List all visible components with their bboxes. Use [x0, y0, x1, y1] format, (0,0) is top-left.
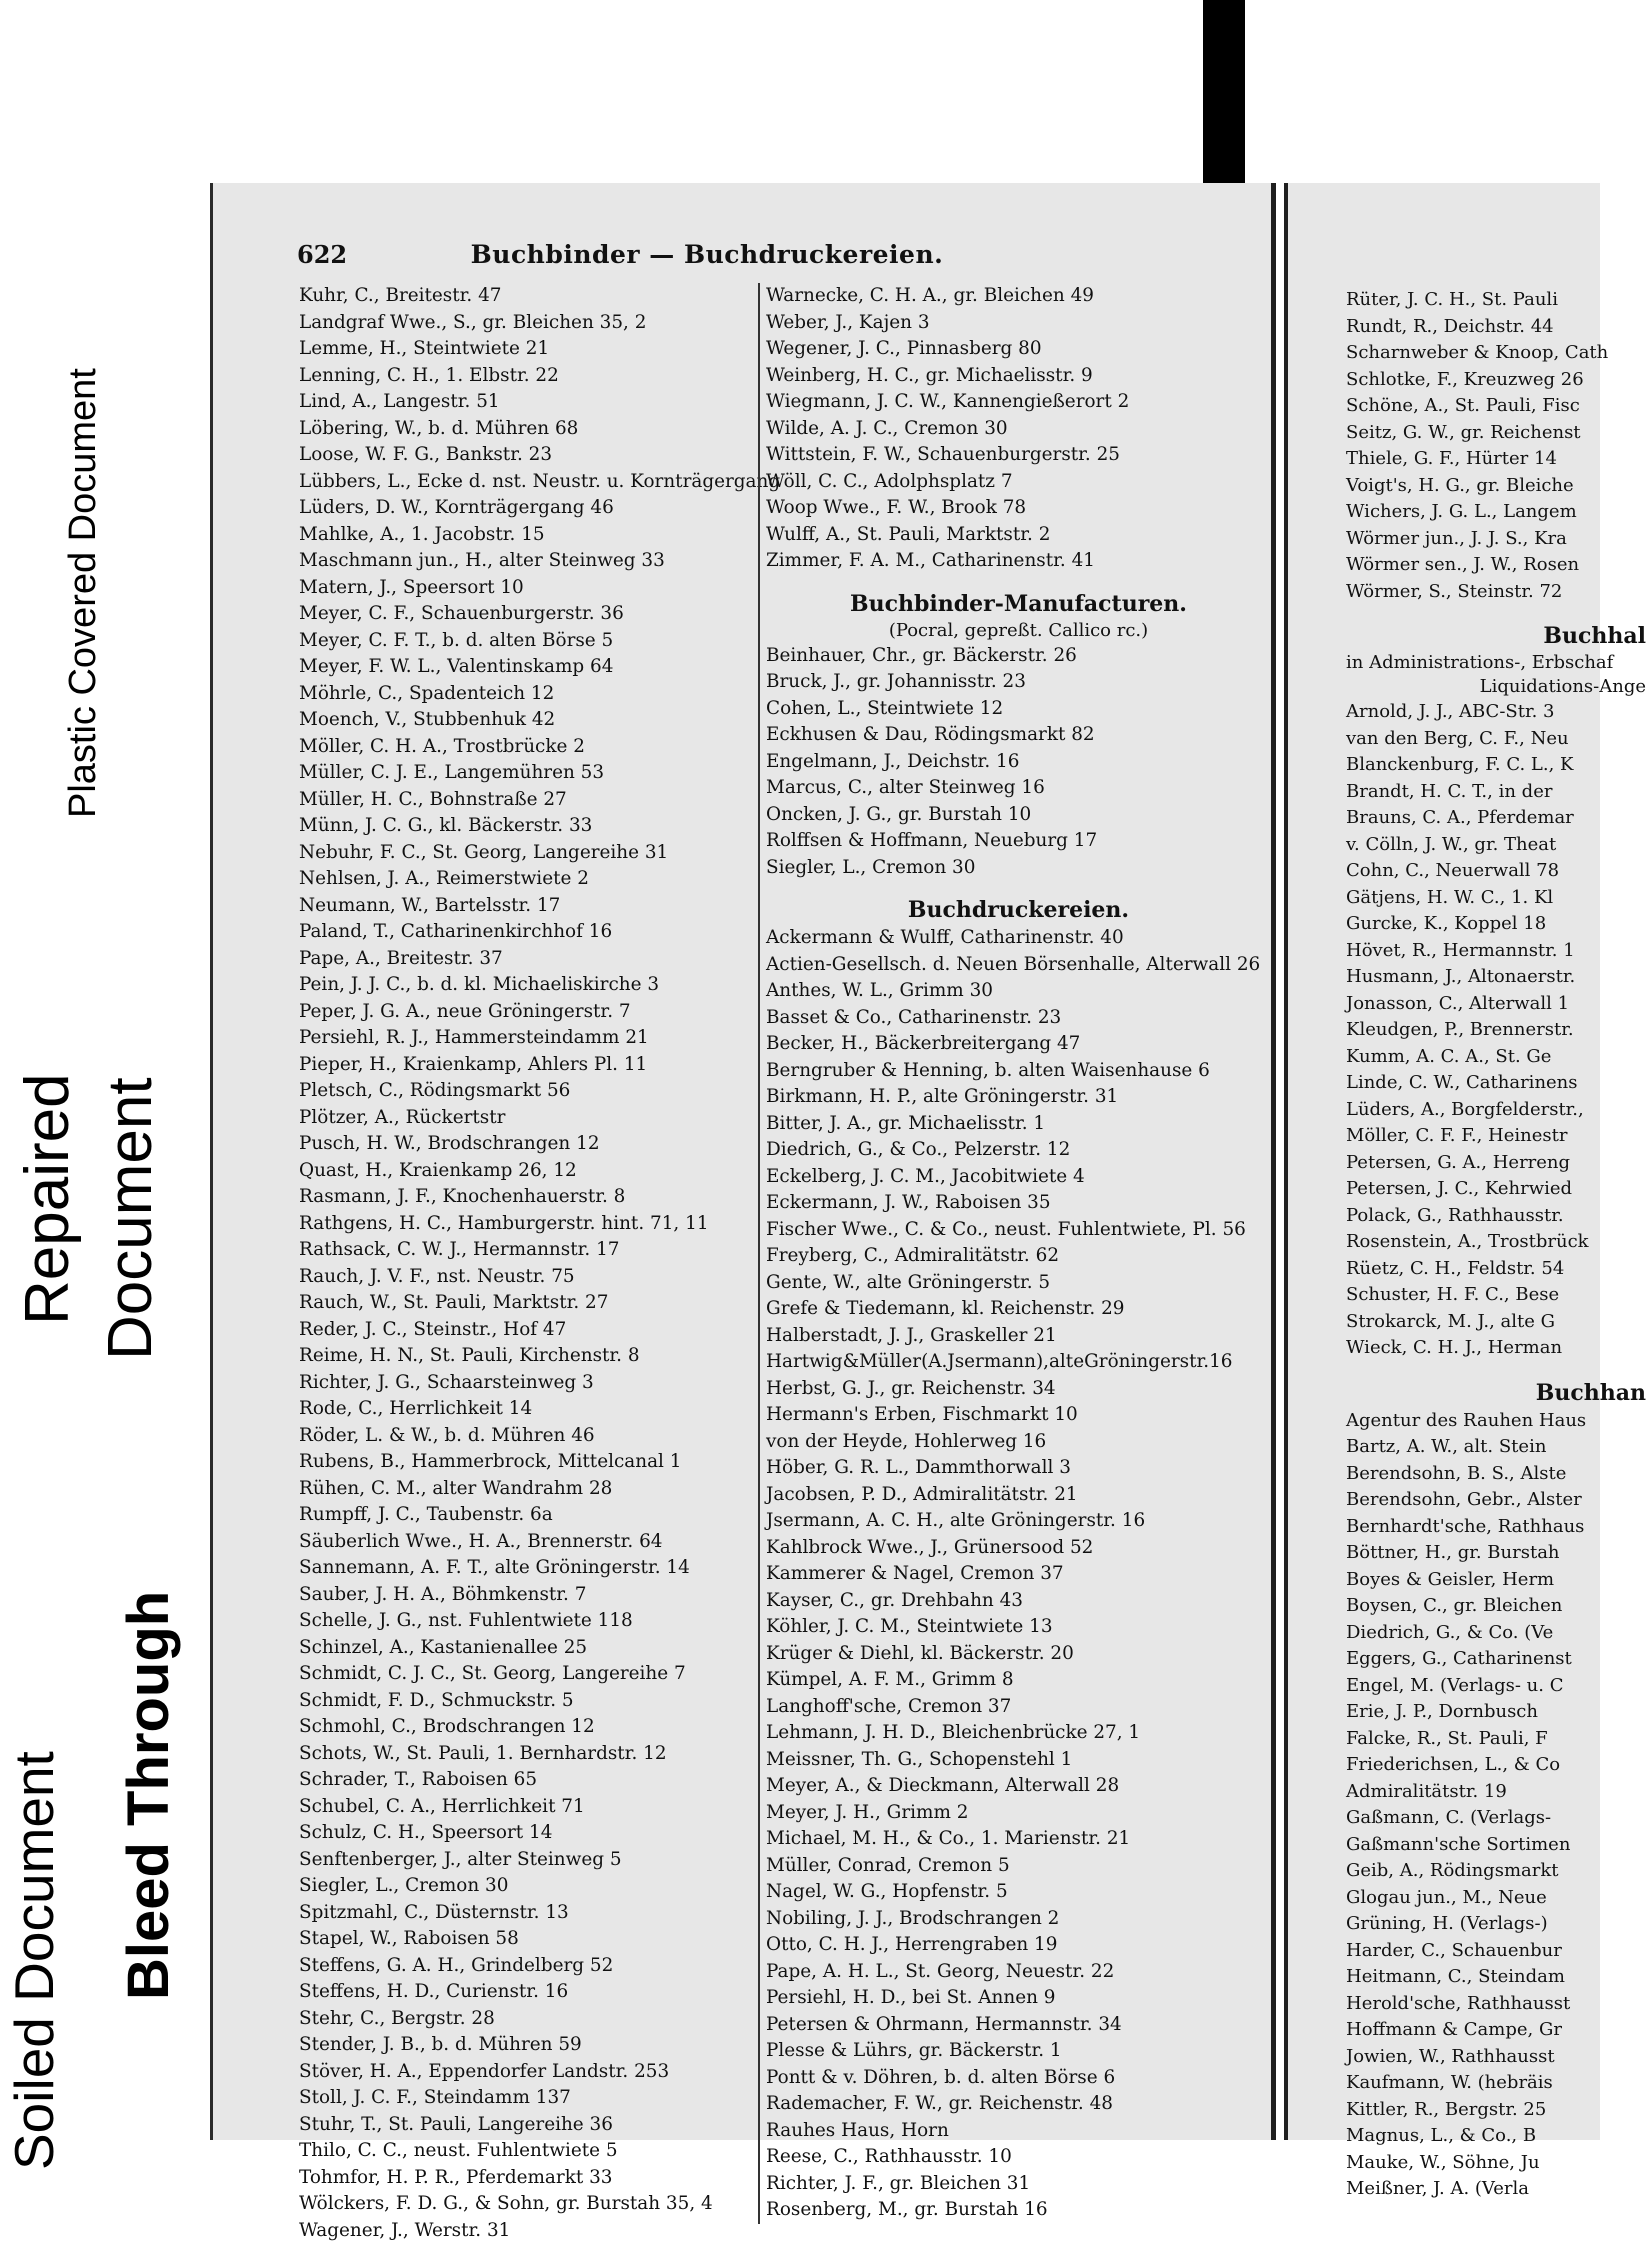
directory-entry: Weber, J., Kajen 3	[766, 310, 1271, 337]
directory-entry: Meyer, C. F., Schauenburgerstr. 36	[299, 601, 754, 628]
directory-entry: Wieck, C. H. J., Herman	[1346, 1335, 1646, 1362]
directory-entry: Maschmann jun., H., alter Steinweg 33	[299, 548, 754, 575]
directory-entry: Kuhr, C., Breitestr. 47	[299, 283, 754, 310]
section-heading-manufacturen: Buchbinder-Manufacturen.	[766, 589, 1271, 619]
directory-entry: Woop Wwe., F. W., Brook 78	[766, 495, 1271, 522]
right-list-1	[1346, 699, 1646, 1362]
directory-entry: Thilo, C. C., neust. Fuhlentwiete 5	[299, 2138, 754, 2165]
directory-entry: Müller, C. J. E., Langemühren 53	[299, 760, 754, 787]
page-number: 622	[297, 240, 347, 269]
directory-entry: Kümpel, A. F. M., Grimm 8	[766, 1667, 1271, 1694]
directory-entry: Möller, C. F. F., Heinestr	[1346, 1123, 1646, 1150]
directory-entry: Petersen & Ohrmann, Hermannstr. 34	[766, 2012, 1271, 2039]
directory-entry: Pein, J. J. C., b. d. kl. Michaeliskirche 3	[299, 972, 754, 999]
directory-entry: Cohn, C., Neuerwall 78	[1346, 858, 1646, 885]
directory-entry: Schubel, C. A., Herrlichkeit 71	[299, 1794, 754, 1821]
directory-entry: Beinhauer, Chr., gr. Bäckerstr. 26	[766, 643, 1271, 670]
directory-entry: Reder, J. C., Steinstr., Hof 47	[299, 1317, 754, 1344]
directory-entry: Mauke, W., Söhne, Ju	[1346, 2150, 1646, 2177]
label-repaired: Repaired	[12, 1073, 83, 1325]
directory-entry: Seitz, G. W., gr. Reichenst	[1346, 420, 1646, 447]
directory-entry: Warnecke, C. H. A., gr. Bleichen 49	[766, 283, 1271, 310]
directory-entry: Lehmann, J. H. D., Bleichenbrücke 27, 1	[766, 1720, 1271, 1747]
directory-entry: Eckhusen & Dau, Rödingsmarkt 82	[766, 722, 1271, 749]
directory-entry: Pape, A., Breitestr. 37	[299, 946, 754, 973]
directory-entry: Bruck, J., gr. Johannisstr. 23	[766, 669, 1271, 696]
directory-entry: Jsermann, A. C. H., alte Gröningerstr. 16	[766, 1508, 1271, 1535]
directory-entry: Bernhardt'sche, Rathhaus	[1346, 1514, 1646, 1541]
directory-entry: Nehlsen, J. A., Reimerstwiete 2	[299, 866, 754, 893]
directory-entry: Meissner, Th. G., Schopenstehl 1	[766, 1747, 1271, 1774]
directory-entry: Pontt & v. Döhren, b. d. alten Börse 6	[766, 2065, 1271, 2092]
directory-entry: Schöne, A., St. Pauli, Fisc	[1346, 393, 1646, 420]
directory-entry: Actien-Gesellsch. d. Neuen Börsenhalle, Alterwall 26	[766, 952, 1271, 979]
directory-entry: Nobiling, J. J., Brodschrangen 2	[766, 1906, 1271, 1933]
directory-entry: Engelmann, J., Deichstr. 16	[766, 749, 1271, 776]
directory-entry: Jowien, W., Rathhausst	[1346, 2044, 1646, 2071]
directory-entry: Löbering, W., b. d. Mühren 68	[299, 416, 754, 443]
directory-entry: Hermann's Erben, Fischmarkt 10	[766, 1402, 1271, 1429]
directory-entry: Plötzer, A., Rückertstr	[299, 1105, 754, 1132]
directory-entry: Säuberlich Wwe., H. A., Brennerstr. 64	[299, 1529, 754, 1556]
label-soiled: Soiled Document	[2, 1751, 66, 2170]
directory-entry: Gaßmann, C. (Verlags-	[1346, 1805, 1646, 1832]
directory-entry: Schinzel, A., Kastanienallee 25	[299, 1635, 754, 1662]
directory-entry: Kahlbrock Wwe., J., Grünersood 52	[766, 1535, 1271, 1562]
directory-entry: Husmann, J., Altonaerstr.	[1346, 964, 1646, 991]
directory-entry: Rüter, J. C. H., St. Pauli	[1346, 287, 1646, 314]
directory-entry: Müller, Conrad, Cremon 5	[766, 1853, 1271, 1880]
directory-entry: Steffens, G. A. H., Grindelberg 52	[299, 1953, 754, 1980]
directory-entry: Wörmer, S., Steinstr. 72	[1346, 579, 1646, 606]
directory-entry: Petersen, G. A., Herreng	[1346, 1150, 1646, 1177]
directory-entry: Diedrich, G., & Co. (Ve	[1346, 1620, 1646, 1647]
right-section-subheading-2: Liquidations-Ange	[1346, 675, 1646, 699]
directory-entry: Tohmfor, H. P. R., Pferdemarkt 33	[299, 2165, 754, 2192]
directory-entry: Stehr, C., Bergstr. 28	[299, 2006, 754, 2033]
directory-entry: Steffens, H. D., Curienstr. 16	[299, 1979, 754, 2006]
directory-entry: Blanckenburg, F. C. L., K	[1346, 752, 1646, 779]
directory-entry: Münn, J. C. G., kl. Bäckerstr. 33	[299, 813, 754, 840]
directory-entry: Rasmann, J. F., Knochenhauerstr. 8	[299, 1184, 754, 1211]
directory-entry: Glogau jun., M., Neue	[1346, 1885, 1646, 1912]
directory-entry: Bartz, A. W., alt. Stein	[1346, 1434, 1646, 1461]
directory-entry: Falcke, R., St. Pauli, F	[1346, 1726, 1646, 1753]
directory-entry: Diedrich, G., & Co., Pelzerstr. 12	[766, 1137, 1271, 1164]
directory-entry: Anthes, W. L., Grimm 30	[766, 978, 1271, 1005]
directory-entry: Pape, A. H. L., St. Georg, Neuestr. 22	[766, 1959, 1271, 1986]
directory-entry: Meyer, A., & Dieckmann, Alterwall 28	[766, 1773, 1271, 1800]
directory-entry: Spitzmahl, C., Düsternstr. 13	[299, 1900, 754, 1927]
directory-entry: Hartwig&Müller(A.Jsermann),alteGröningerstr.16	[766, 1349, 1271, 1376]
directory-entry: Plesse & Lührs, gr. Bäckerstr. 1	[766, 2038, 1271, 2065]
directory-entry: Boyes & Geisler, Herm	[1346, 1567, 1646, 1594]
directory-entry: Schmohl, C., Brodschrangen 12	[299, 1714, 754, 1741]
directory-entry: Stöver, H. A., Eppendorfer Landstr. 253	[299, 2059, 754, 2086]
directory-entry: Gente, W., alte Gröningerstr. 5	[766, 1270, 1271, 1297]
directory-entry: Sannemann, A. F. T., alte Gröningerstr. 14	[299, 1555, 754, 1582]
right-section-heading-1: Buchhal	[1346, 621, 1646, 651]
directory-entry: Persiehl, R. J., Hammersteindamm 21	[299, 1025, 754, 1052]
directory-entry: Wöll, C. C., Adolphsplatz 7	[766, 469, 1271, 496]
directory-entry: Thiele, G. F., Hürter 14	[1346, 446, 1646, 473]
directory-entry: Bitter, J. A., gr. Michaelisstr. 1	[766, 1111, 1271, 1138]
directory-entry: Herold'sche, Rathhausst	[1346, 1991, 1646, 2018]
directory-entry: Mahlke, A., 1. Jacobstr. 15	[299, 522, 754, 549]
directory-entry: Sauber, J. H. A., Böhmkenstr. 7	[299, 1582, 754, 1609]
directory-entry: Pusch, H. W., Brodschrangen 12	[299, 1131, 754, 1158]
directory-entry: Rosenstein, A., Trostbrück	[1346, 1229, 1646, 1256]
directory-entry: Lemme, H., Steintwiete 21	[299, 336, 754, 363]
directory-entry: Pletsch, C., Rödingsmarkt 56	[299, 1078, 754, 1105]
directory-entry: Gurcke, K., Koppel 18	[1346, 911, 1646, 938]
directory-entry: Langhoff'sche, Cremon 37	[766, 1694, 1271, 1721]
directory-entry: Wörmer sen., J. W., Rosen	[1346, 552, 1646, 579]
directory-entry: Berendsohn, B. S., Alste	[1346, 1461, 1646, 1488]
label-plastic-covered: Plastic Covered Document	[62, 368, 105, 818]
directory-entry: Peper, J. G. A., neue Gröningerstr. 7	[299, 999, 754, 1026]
directory-entry: Kumm, A. C. A., St. Ge	[1346, 1044, 1646, 1071]
directory-entry: Schmidt, C. J. C., St. Georg, Langereihe 7	[299, 1661, 754, 1688]
directory-entry: Grefe & Tiedemann, kl. Reichenstr. 29	[766, 1296, 1271, 1323]
directory-entry: Agentur des Rauhen Haus	[1346, 1408, 1646, 1435]
directory-page-right	[1284, 183, 1600, 2140]
directory-entry: Voigt's, H. G., gr. Bleiche	[1346, 473, 1646, 500]
directory-entry: Engel, M. (Verlags- u. C	[1346, 1673, 1646, 1700]
directory-entry: Berngruber & Henning, b. alten Waisenhause 6	[766, 1058, 1271, 1085]
directory-entry: Schots, W., St. Pauli, 1. Bernhardstr. 12	[299, 1741, 754, 1768]
directory-entry: Höber, G. R. L., Dammthorwall 3	[766, 1455, 1271, 1482]
directory-entry: Birkmann, H. P., alte Gröningerstr. 31	[766, 1084, 1271, 1111]
directory-entry: Wilde, A. J. C., Cremon 30	[766, 416, 1271, 443]
directory-entry: Jonasson, C., Alterwall 1	[1346, 991, 1646, 1018]
directory-entry: Admiralitätstr. 19	[1346, 1779, 1646, 1806]
directory-entry: Köhler, J. C. M., Steintwiete 13	[766, 1614, 1271, 1641]
directory-entry: Schulz, C. H., Speersort 14	[299, 1820, 754, 1847]
directory-entry: Paland, T., Catharinenkirchhof 16	[299, 919, 754, 946]
directory-entry: Rundt, R., Deichstr. 44	[1346, 314, 1646, 341]
directory-entry: Reese, C., Rathhausstr. 10	[766, 2144, 1271, 2171]
directory-entry: Kleudgen, P., Brennerstr.	[1346, 1017, 1646, 1044]
directory-entry: Röder, L. & W., b. d. Mühren 46	[299, 1423, 754, 1450]
directory-entry: Siegler, L., Cremon 30	[299, 1873, 754, 1900]
directory-entry: Gätjens, H. W. C., 1. Kl	[1346, 885, 1646, 912]
directory-entry: Möhrle, C., Spadenteich 12	[299, 681, 754, 708]
directory-entry: Rumpff, J. C., Taubenstr. 6a	[299, 1502, 754, 1529]
directory-entry: Richter, J. F., gr. Bleichen 31	[766, 2171, 1271, 2198]
directory-entry: Herbst, G. J., gr. Reichenstr. 34	[766, 1376, 1271, 1403]
directory-entry: Lüders, A., Borgfelderstr.,	[1346, 1097, 1646, 1124]
right-section-heading-2: Buchhan	[1346, 1378, 1646, 1408]
directory-page-left	[210, 183, 1276, 2140]
right-section-subheading-1: in Administrations-, Erbschaf	[1346, 651, 1646, 675]
section-heading-buchdruckereien: Buchdruckereien.	[766, 895, 1271, 925]
directory-entry: Gaßmann'sche Sortimen	[1346, 1832, 1646, 1859]
directory-entry: Zimmer, F. A. M., Catharinenstr. 41	[766, 548, 1271, 575]
directory-entry: Berendsohn, Gebr., Alster	[1346, 1487, 1646, 1514]
page-title: Buchbinder — Buchdruckereien.	[297, 240, 1117, 269]
directory-entry: Rühen, C. M., alter Wandrahm 28	[299, 1476, 754, 1503]
right-list-2	[1346, 1408, 1646, 2203]
directory-entry: Wichers, J. G. L., Langem	[1346, 499, 1646, 526]
directory-entry: Rosenberg, M., gr. Burstah 16	[766, 2197, 1271, 2224]
directory-entry: Stapel, W., Raboisen 58	[299, 1926, 754, 1953]
directory-entry: Rode, C., Herrlichkeit 14	[299, 1396, 754, 1423]
directory-entry: Moench, V., Stubbenhuk 42	[299, 707, 754, 734]
directory-entry: Jacobsen, P. D., Admiralitätstr. 21	[766, 1482, 1271, 1509]
directory-entry: Eckermann, J. W., Raboisen 35	[766, 1190, 1271, 1217]
directory-entry: Erie, J. P., Dornbusch	[1346, 1699, 1646, 1726]
directory-entry: Böttner, H., gr. Burstah	[1346, 1540, 1646, 1567]
directory-entry: Rathgens, H. C., Hamburgerstr. hint. 71, 11	[299, 1211, 754, 1238]
directory-entry: Wittstein, F. W., Schauenburgerstr. 25	[766, 442, 1271, 469]
directory-entry: Eckelberg, J. C. M., Jacobitwiete 4	[766, 1164, 1271, 1191]
directory-entry: Marcus, C., alter Steinweg 16	[766, 775, 1271, 802]
directory-entry: Schlotke, F., Kreuzweg 26	[1346, 367, 1646, 394]
directory-entry: Rauch, J. V. F., nst. Neustr. 75	[299, 1264, 754, 1291]
directory-entry: Otto, C. H. J., Herrengraben 19	[766, 1932, 1271, 1959]
scan-edge-bar	[1203, 0, 1245, 190]
directory-entry: Boysen, C., gr. Bleichen	[1346, 1593, 1646, 1620]
directory-entry: Wegener, J. C., Pinnasberg 80	[766, 336, 1271, 363]
column-2	[758, 283, 1271, 2224]
directory-entry: Geib, A., Rödingsmarkt	[1346, 1858, 1646, 1885]
right-column	[1346, 287, 1646, 2203]
directory-entry: Grüning, H. (Verlags-)	[1346, 1911, 1646, 1938]
directory-entry: Meyer, C. F. T., b. d. alten Börse 5	[299, 628, 754, 655]
directory-entry: Krüger & Diehl, kl. Bäckerstr. 20	[766, 1641, 1271, 1668]
directory-entry: Heitmann, C., Steindam	[1346, 1964, 1646, 1991]
label-repaired-document: Document	[95, 1077, 166, 1360]
directory-entry: Friederichsen, L., & Co	[1346, 1752, 1646, 1779]
directory-entry: Schmidt, F. D., Schmuckstr. 5	[299, 1688, 754, 1715]
directory-entry: Richter, J. G., Schaarsteinweg 3	[299, 1370, 754, 1397]
directory-entry: Harder, C., Schauenbur	[1346, 1938, 1646, 1965]
directory-entry: Meyer, J. H., Grimm 2	[766, 1800, 1271, 1827]
directory-entry: Michael, M. H., & Co., 1. Marienstr. 21	[766, 1826, 1271, 1853]
directory-entry: Wölckers, F. D. G., & Sohn, gr. Burstah 35, 4	[299, 2191, 754, 2218]
directory-entry: Strokarck, M. J., alte G	[1346, 1309, 1646, 1336]
directory-entry: Brauns, C. A., Pferdemar	[1346, 805, 1646, 832]
list-manufacturen	[766, 643, 1271, 882]
directory-entry: van den Berg, C. F., Neu	[1346, 726, 1646, 753]
directory-entry: Nebuhr, F. C., St. Georg, Langereihe 31	[299, 840, 754, 867]
directory-entry: Cohen, L., Steintwiete 12	[766, 696, 1271, 723]
directory-entry: Hövet, R., Hermannstr. 1	[1346, 938, 1646, 965]
directory-entry: Wiegmann, J. C. W., Kannengießerort 2	[766, 389, 1271, 416]
directory-entry: Arnold, J. J., ABC-Str. 3	[1346, 699, 1646, 726]
directory-entry: Halberstadt, J. J., Graskeller 21	[766, 1323, 1271, 1350]
directory-entry: Rubens, B., Hammerbrock, Mittelcanal 1	[299, 1449, 754, 1476]
directory-entry: Nagel, W. G., Hopfenstr. 5	[766, 1879, 1271, 1906]
directory-entry: Meißner, J. A. (Verla	[1346, 2176, 1646, 2203]
directory-entry: Rolffsen & Hoffmann, Neueburg 17	[766, 828, 1271, 855]
directory-entry: Reime, H. N., St. Pauli, Kirchenstr. 8	[299, 1343, 754, 1370]
directory-entry: Petersen, J. C., Kehrwied	[1346, 1176, 1646, 1203]
directory-entry: Eggers, G., Catharinenst	[1346, 1646, 1646, 1673]
directory-entry: Rademacher, F. W., gr. Reichenstr. 48	[766, 2091, 1271, 2118]
directory-entry: Schuster, H. F. C., Bese	[1346, 1282, 1646, 1309]
section-subheading: (Pocral, gepreßt. Callico rc.)	[766, 619, 1271, 643]
directory-entry: Rüetz, C. H., Feldstr. 54	[1346, 1256, 1646, 1283]
directory-entry: Möller, C. H. A., Trostbrücke 2	[299, 734, 754, 761]
label-bleed-through: Bleed Through	[115, 1591, 182, 2000]
right-list-top	[1346, 287, 1646, 605]
directory-entry: Stender, J. B., b. d. Mühren 59	[299, 2032, 754, 2059]
list-buchdruckereien	[766, 925, 1271, 2224]
directory-entry: Senftenberger, J., alter Steinweg 5	[299, 1847, 754, 1874]
directory-entry: Wagener, J., Werstr. 31	[299, 2218, 754, 2244]
directory-entry: Landgraf Wwe., S., gr. Bleichen 35, 2	[299, 310, 754, 337]
directory-entry: Siegler, L., Cremon 30	[766, 855, 1271, 882]
directory-entry: Basset & Co., Catharinenstr. 23	[766, 1005, 1271, 1032]
column-1	[299, 283, 754, 2244]
directory-entry: Kammerer & Nagel, Cremon 37	[766, 1561, 1271, 1588]
directory-entry: Ackermann & Wulff, Catharinenstr. 40	[766, 925, 1271, 952]
directory-entry: Oncken, J. G., gr. Burstah 10	[766, 802, 1271, 829]
page-header	[297, 240, 1257, 270]
directory-entry: Linde, C. W., Catharinens	[1346, 1070, 1646, 1097]
directory-entry: Becker, H., Bäckerbreitergang 47	[766, 1031, 1271, 1058]
directory-entry: Lenning, C. H., 1. Elbstr. 22	[299, 363, 754, 390]
directory-entry: Weinberg, H. C., gr. Michaelisstr. 9	[766, 363, 1271, 390]
directory-entry: Hoffmann & Campe, Gr	[1346, 2017, 1646, 2044]
directory-entry: Rathsack, C. W. J., Hermannstr. 17	[299, 1237, 754, 1264]
list-top	[766, 283, 1271, 575]
directory-entry: Fischer Wwe., C. & Co., neust. Fuhlentwiete, Pl. 56	[766, 1217, 1271, 1244]
directory-entry: Lind, A., Langestr. 51	[299, 389, 754, 416]
directory-entry: Persiehl, H. D., bei St. Annen 9	[766, 1985, 1271, 2012]
directory-entry: Matern, J., Speersort 10	[299, 575, 754, 602]
directory-entry: Rauch, W., St. Pauli, Marktstr. 27	[299, 1290, 754, 1317]
directory-entry: Schrader, T., Raboisen 65	[299, 1767, 754, 1794]
directory-entry: von der Heyde, Hohlerweg 16	[766, 1429, 1271, 1456]
directory-entry: Polack, G., Rathhausstr.	[1346, 1203, 1646, 1230]
directory-entry: Kaufmann, W. (hebräis	[1346, 2070, 1646, 2097]
directory-entry: Lüders, D. W., Kornträgergang 46	[299, 495, 754, 522]
directory-entry: Stoll, J. C. F., Steindamm 137	[299, 2085, 754, 2112]
directory-entry: Lübbers, L., Ecke d. nst. Neustr. u. Kornträgergang	[299, 469, 754, 496]
directory-entry: Kayser, C., gr. Drehbahn 43	[766, 1588, 1271, 1615]
directory-entry: Magnus, L., & Co., B	[1346, 2123, 1646, 2150]
directory-entry: Wulff, A., St. Pauli, Marktstr. 2	[766, 522, 1271, 549]
directory-entry: v. Cölln, J. W., gr. Theat	[1346, 832, 1646, 859]
directory-entry: Loose, W. F. G., Bankstr. 23	[299, 442, 754, 469]
directory-entry: Pieper, H., Kraienkamp, Ahlers Pl. 11	[299, 1052, 754, 1079]
directory-entry: Brandt, H. C. T., in der	[1346, 779, 1646, 806]
directory-entry: Scharnweber & Knoop, Cath	[1346, 340, 1646, 367]
directory-entry: Müller, H. C., Bohnstraße 27	[299, 787, 754, 814]
directory-entry: Meyer, F. W. L., Valentinskamp 64	[299, 654, 754, 681]
directory-entry: Neumann, W., Bartelsstr. 17	[299, 893, 754, 920]
directory-entry: Stuhr, T., St. Pauli, Langereihe 36	[299, 2112, 754, 2139]
directory-entry: Quast, H., Kraienkamp 26, 12	[299, 1158, 754, 1185]
directory-entry: Kittler, R., Bergstr. 25	[1346, 2097, 1646, 2124]
directory-entry: Wörmer jun., J. J. S., Kra	[1346, 526, 1646, 553]
directory-entry: Schelle, J. G., nst. Fuhlentwiete 118	[299, 1608, 754, 1635]
directory-entry: Freyberg, C., Admiralitätstr. 62	[766, 1243, 1271, 1270]
directory-entry: Rauhes Haus, Horn	[766, 2118, 1271, 2145]
